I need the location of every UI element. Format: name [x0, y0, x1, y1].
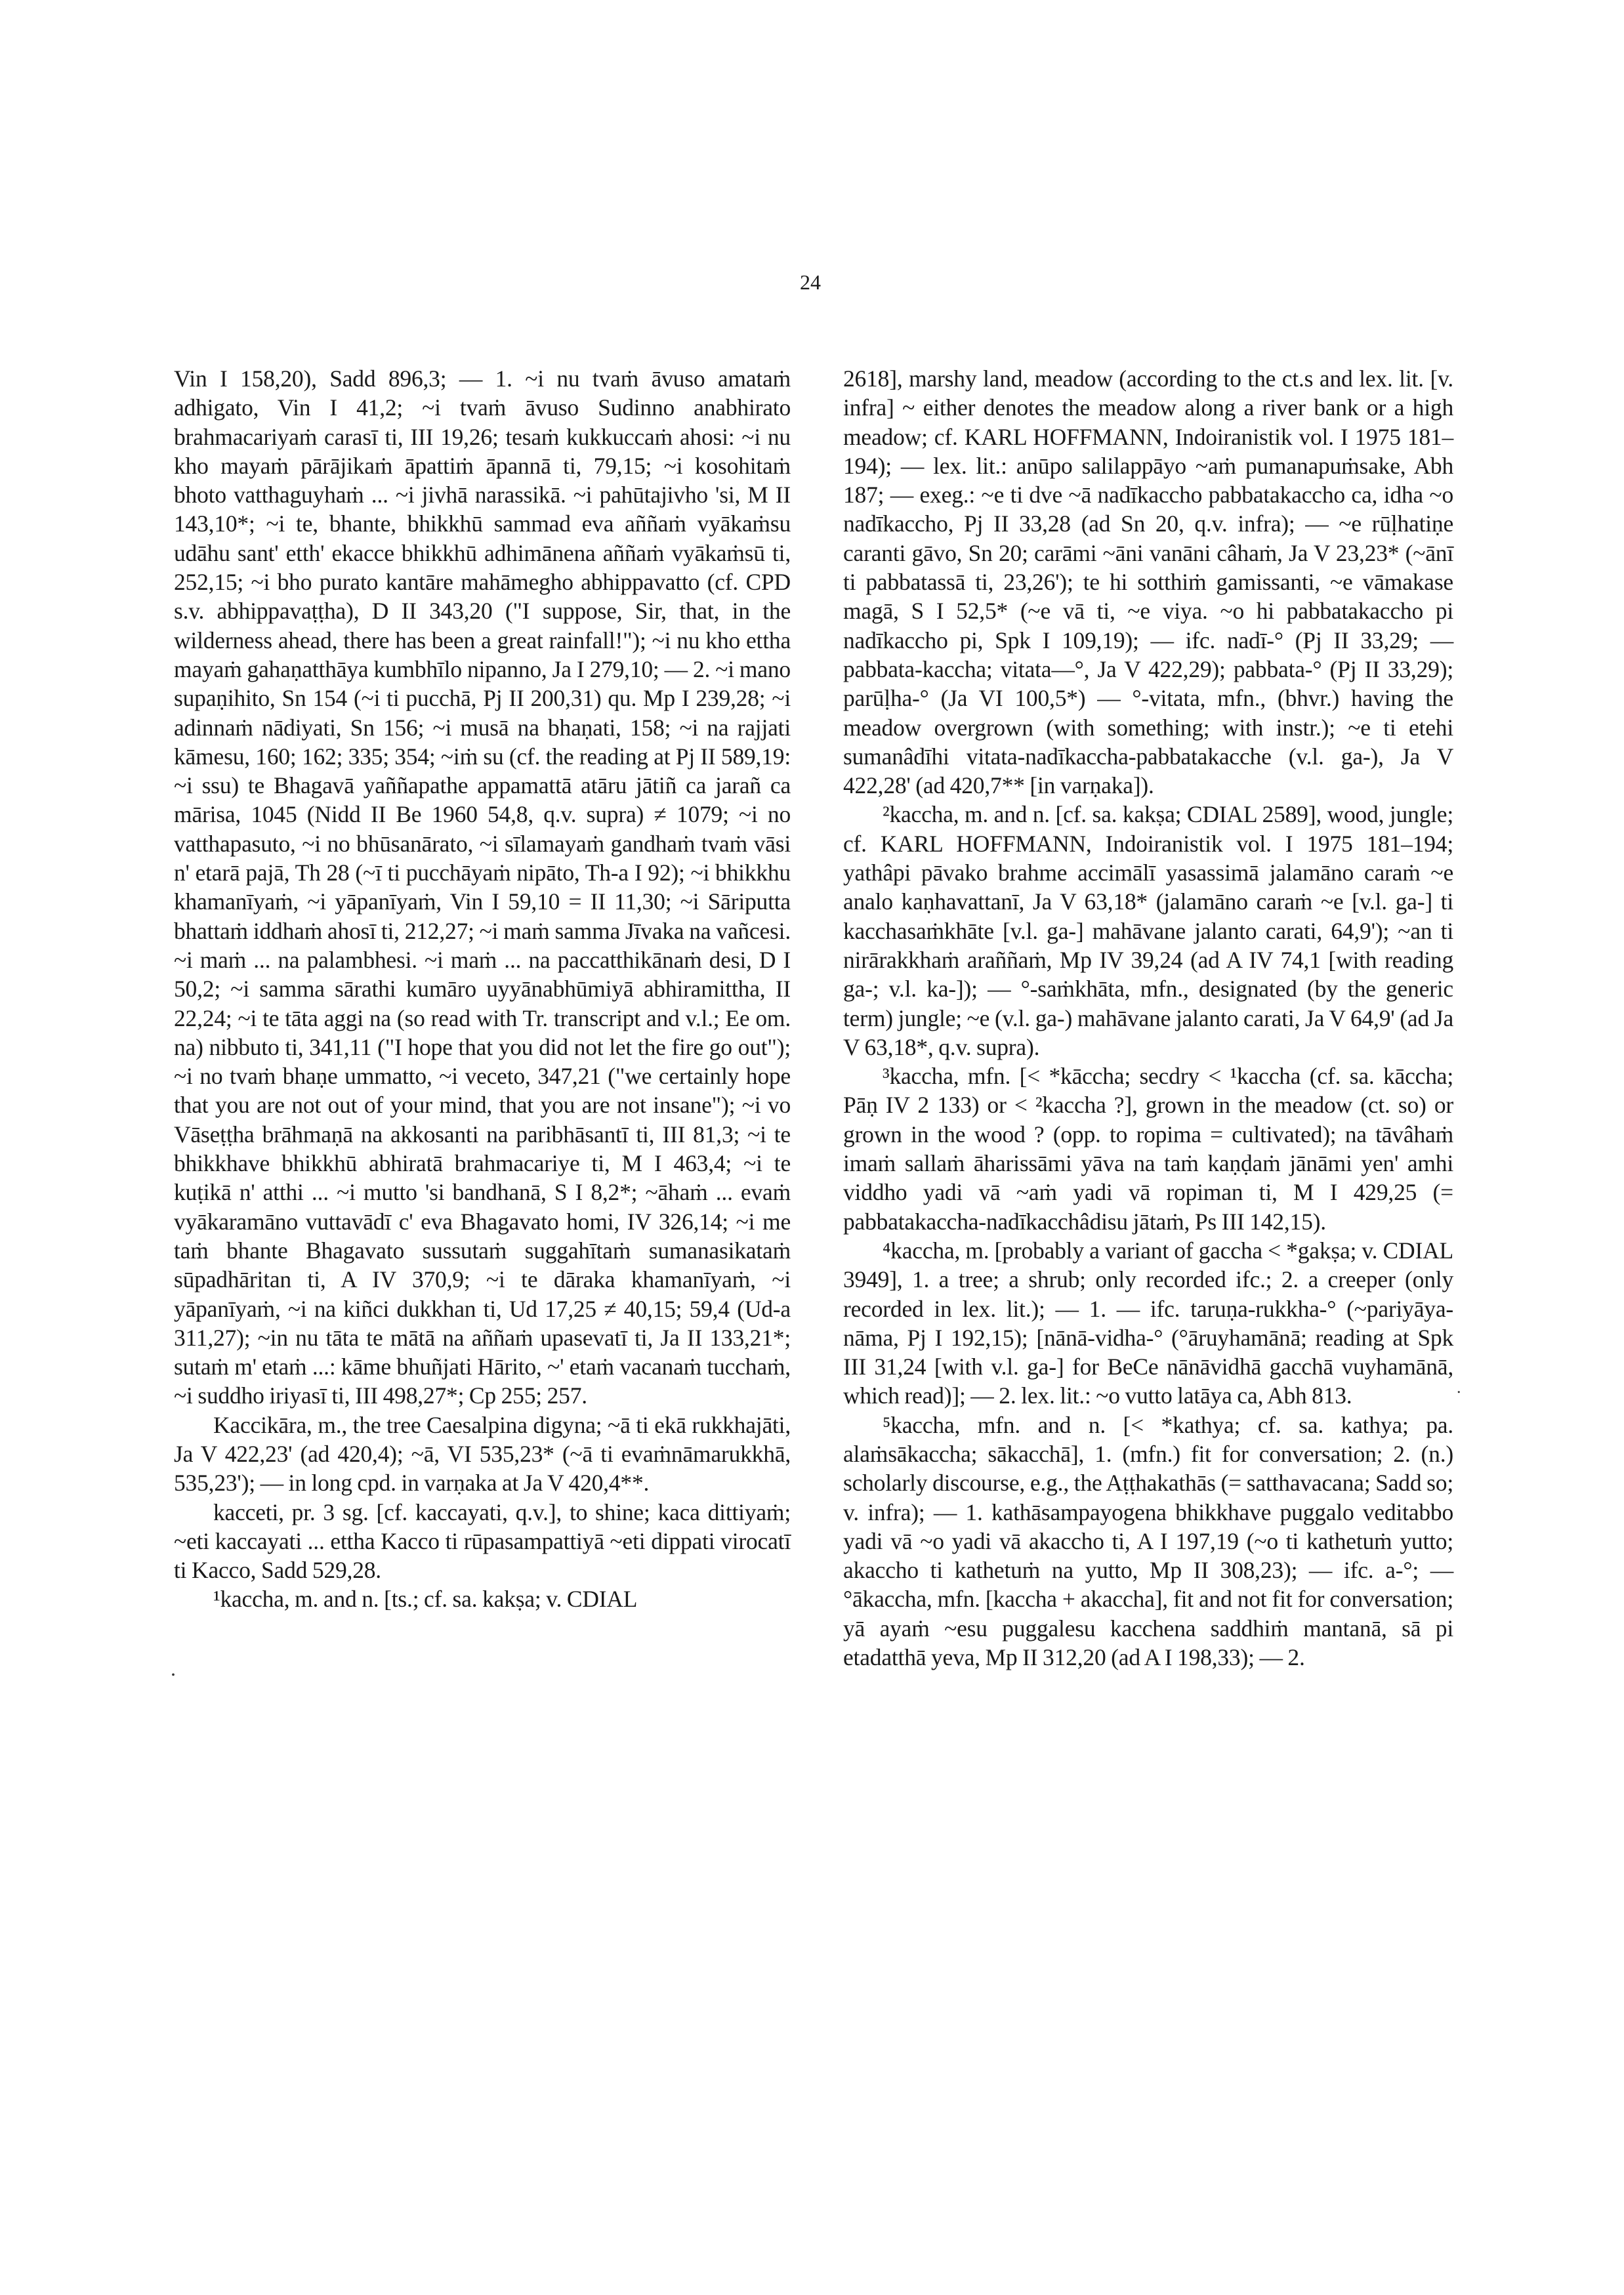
entry-paragraph: ²kaccha, m. and n. [cf. sa. kakṣa; CDIAL 2589], wood, jungle; cf. KARL HOFFMANN, Indoiranistik vol. I 1975 181–194; yathâpi pāvako brahme accimālī yasassimā jalamāno caraṁ ~e analo kaṇhavattanī, Ja V 63,18* (jalamāno caraṁ ~e [v.l. ga-] ti kacchasaṁkhāte [v.l. ga-] mahāvane jalanto carati, 64,9'); ~an ti nirārakkhaṁ araññaṁ, Mp IV 39,24 (ad A IV 74,1 [with reading ga-; v.l. ka-]); — °-saṁkhāta, mfn., designated (by the generic term) jungle; ~e (v.l. ga-) mahāvane jalanto carati, Ja V 64,9' (ad Ja V 63,18*, q.v. supra).	[843, 801, 1453, 1060]
entry-paragraph: ⁵kaccha, mfn. and n. [< *kathya; cf. sa. kathya; pa. alaṁsākaccha; sākacchā], 1. (mfn.) fit for conversation; 2. (n.) scholarly discourse, e.g., the Aṭṭhakathās (= satthavacana; Sadd so; v. infra); — 1. kathāsampayogena bhikkhave puggalo veditabbo yadi vā ~o yadi vā akaccho ti, A I 197,19 (~o ti kathetuṁ yutto; akaccho ti kathetuṁ na yutto, Mp II 308,23); — ifc. a-°; — °ākaccha, mfn. [kaccha + akaccha], fit and not fit for conversation; yā ayaṁ ~esu puggalesu kacchena saddhiṁ mantanā, sā pi etadatthā yeva, Mp II 312,20 (ad A I 198,33); — 2.	[843, 1411, 1453, 1671]
page-number: 24	[800, 270, 821, 294]
entry-paragraph: Vin I 158,20), Sadd 896,3; — 1. ~i nu tvaṁ āvuso amataṁ adhigato, Vin I 41,2; ~i tvaṁ āvuso Sudinno anabhirato brahmacariyaṁ carasī ti, III 19,26; tesaṁ kukkuccaṁ ahosi: ~i nu kho mayaṁ pārājikaṁ āpattiṁ āpannā ti, 79,15; ~i kosohitaṁ bhoto vatthaguyhaṁ ... ~i jivhā narassikā. ~i pahūtajivho 'si, M II 143,10*; ~i te, bhante, bhikkhū sammad eva aññaṁ vyākaṁsu udāhu sant' etth' ekacce bhikkhū adhimānena aññaṁ vyākaṁsū ti, 252,15; ~i bho purato kantāre mahāmegho abhippavatto (cf. CPD s.v. abhippavaṭṭha), D II 343,20 ("I suppose, Sir, that, in the wilderness ahead, there has been a great rainfall!"); ~i nu kho ettha mayaṁ gahaṇatthāya kumbhīlo nipanno, Ja I 279,10; — 2. ~i mano supaṇihito, Sn 154 (~i ti pucchā, Pj II 200,31) qu. Mp I 239,28; ~i adinnaṁ nādiyati, Sn 156; ~i musā na bhaṇati, 158; ~i na rajjati kāmesu, 160; 162; 335; 354; ~iṁ su (cf. the reading at Pj II 589,19: ~i ssu) te Bhagavā yaññapathe appamattā atāru jātiñ ca jarañ ca mārisa, 1045 (Nidd II Be 1960 54,8, q.v. supra) ≠ 1079; ~i no vatthapasuto, ~i no bhūsanārato, ~i sīlamayaṁ gandhaṁ tvaṁ vāsi n' etarā pajā, Th 28 (~ī ti pucchāyaṁ nipāto, Th-a I 92); ~i bhikkhu khamanīyaṁ, ~i yāpanīyaṁ, Vin I 59,10 = II 11,30; ~i Sāriputta bhattaṁ iddhaṁ ahosī ti, 212,27; ~i maṁ samma Jīvaka na vañcesi. ~i maṁ ... na palambhesi. ~i maṁ ... na paccatthikānaṁ desi, D I 50,2; ~i samma sārathi kumāro uyyānabhūmiyā abhiramittha, II 22,24; ~i te tāta aggi na (so read with Tr. transcript and v.l.; Ee om. na) nibbuto ti, 341,11 ("I hope that you did not let the fire go out"); ~i no tvaṁ bhaṇe ummatto, ~i veceto, 347,21 ("we certainly hope that you are not out of your mind, that you are not insane"); ~i vo Vāseṭṭha brāhmaṇā na akkosanti na paribhāsantī ti, III 81,3; ~i te bhikkhave bhikkhū abhiratā brahmacariye ti, M I 463,4; ~i te kuṭikā n' atthi ... ~i mutto 'si bandhanā, S I 8,2*; ~āhaṁ ... evaṁ vyākaramāno vuttavādī c' eva Bhagavato homi, IV 326,14; ~i me taṁ bhante Bhagavato sussutaṁ suggahītaṁ sumanasikataṁ sūpadhāritan ti, A IV 370,9; ~i te dāraka khamanīyaṁ, ~i yāpanīyaṁ, ~i na kiñci dukkhan ti, Ud 17,25 ≠ 40,15; 59,4 (Ud-a 311,27); ~in nu tāta te mātā na aññaṁ upasevatī ti, Ja II 133,21*; sutaṁ m' etaṁ ...: kāme bhuñjati Hārito, ~' etaṁ vacanaṁ tucchaṁ, ~i suddho iriyasī ti, III 498,27*; Cp 255; 257.	[174, 365, 791, 1409]
left-column	[174, 364, 791, 1614]
entry-paragraph: Kaccikāra, m., the tree Caesalpina digyna; ~ā ti ekā rukkhajāti, Ja V 422,23' (ad 420,4); ~ā, VI 535,23* (~ā ti evaṁnāmarukkhā, 535,23'); — in long cpd. in varṇaka at Ja V 420,4**.	[174, 1411, 791, 1497]
entry-paragraph: 2618], marshy land, meadow (according to the ct.s and lex. lit. [v. infra] ~ either denotes the meadow along a river bank or a high meadow; cf. KARL HOFFMANN, Indoiranistik vol. I 1975 181–194); — lex. lit.: anūpo salilappāyo ~aṁ pumanapuṁsake, Abh 187; — exeg.: ~e ti dve ~ā nadīkaccho pabbatakaccho ca, idha ~o nadīkaccho, Pj II 33,28 (ad Sn 20, q.v. infra); — ~e rūḷhatiṇe caranti gāvo, Sn 20; carāmi ~āni vanāni câhaṁ, Ja V 23,23* (~ānī ti pabbatassā ti, 23,26'); te hi sotthiṁ gamissanti, ~e vāmakase magā, S I 52,5* (~e vā ti, ~e viya. ~o hi pabbatakaccho pi nadīkaccho pi, Spk I 109,19); — ifc. nadī-° (Pj II 33,29; —pabbata-kaccha; vitata—°, Ja V 422,29); pabbata-° (Pj II 33,29); parūḷha-° (Ja VI 100,5*) — °-vitata, mfn., (bhvr.) having the meadow overgrown (with something; with instr.); ~e ti etehi sumanâdīhi vitata-nadīkaccha-pabbatakacche (v.l. ga-), Ja V 422,28' (ad 420,7** [in varṇaka]).	[843, 365, 1453, 799]
entry-paragraph: kacceti, pr. 3 sg. [cf. kaccayati, q.v.], to shine; kaca dittiyaṁ; ~eti kaccayati ... ettha Kacco ti rūpasampattiyā ~eti dippati virocatī ti Kacco, Sadd 529,28.	[174, 1499, 791, 1584]
entry-paragraph: ⁴kaccha, m. [probably a variant of gaccha < *gakṣa; v. CDIAL 3949], 1. a tree; a shrub; only recorded ifc.; 2. a creeper (only recorded in lex. lit.); — 1. — ifc. taruṇa-rukkha-° (~pariyāya-nāma, Pj I 192,15); [nānā-vidha-° (°āruyhamānā; reading at Spk III 31,24 [with v.l. ga-] for BeCe nānāvidhā gacchā vuyhamānā, which read)]; — 2. lex. lit.: ~o vutto latāya ca, Abh 813.	[843, 1237, 1453, 1409]
right-column	[843, 364, 1453, 1672]
margin-mark: .	[1457, 1378, 1461, 1397]
entry-paragraph: ¹kaccha, m. and n. [ts.; cf. sa. kakṣa; v. CDIAL	[213, 1586, 638, 1613]
entry-paragraph: ³kaccha, mfn. [< *kācchа; secdry < ¹kaccha (cf. sa. kāccha; Pāṇ IV 2 133) or < ²kaccha ?], grown in the meadow (ct. so) or grown in the wood ? (opp. to ropima = cultivated); na tāvâhaṁ imaṁ sallaṁ āharissāmi yāva na taṁ kaṇḍaṁ jānāmi yen' amhi viddho yadi vā ~aṁ yadi vā ropiman ti, M I 429,25 (= pabbatakaccha-nadīkacchâdisu jātaṁ, Ps III 142,15).	[843, 1063, 1453, 1235]
margin-mark: .	[171, 1657, 176, 1680]
